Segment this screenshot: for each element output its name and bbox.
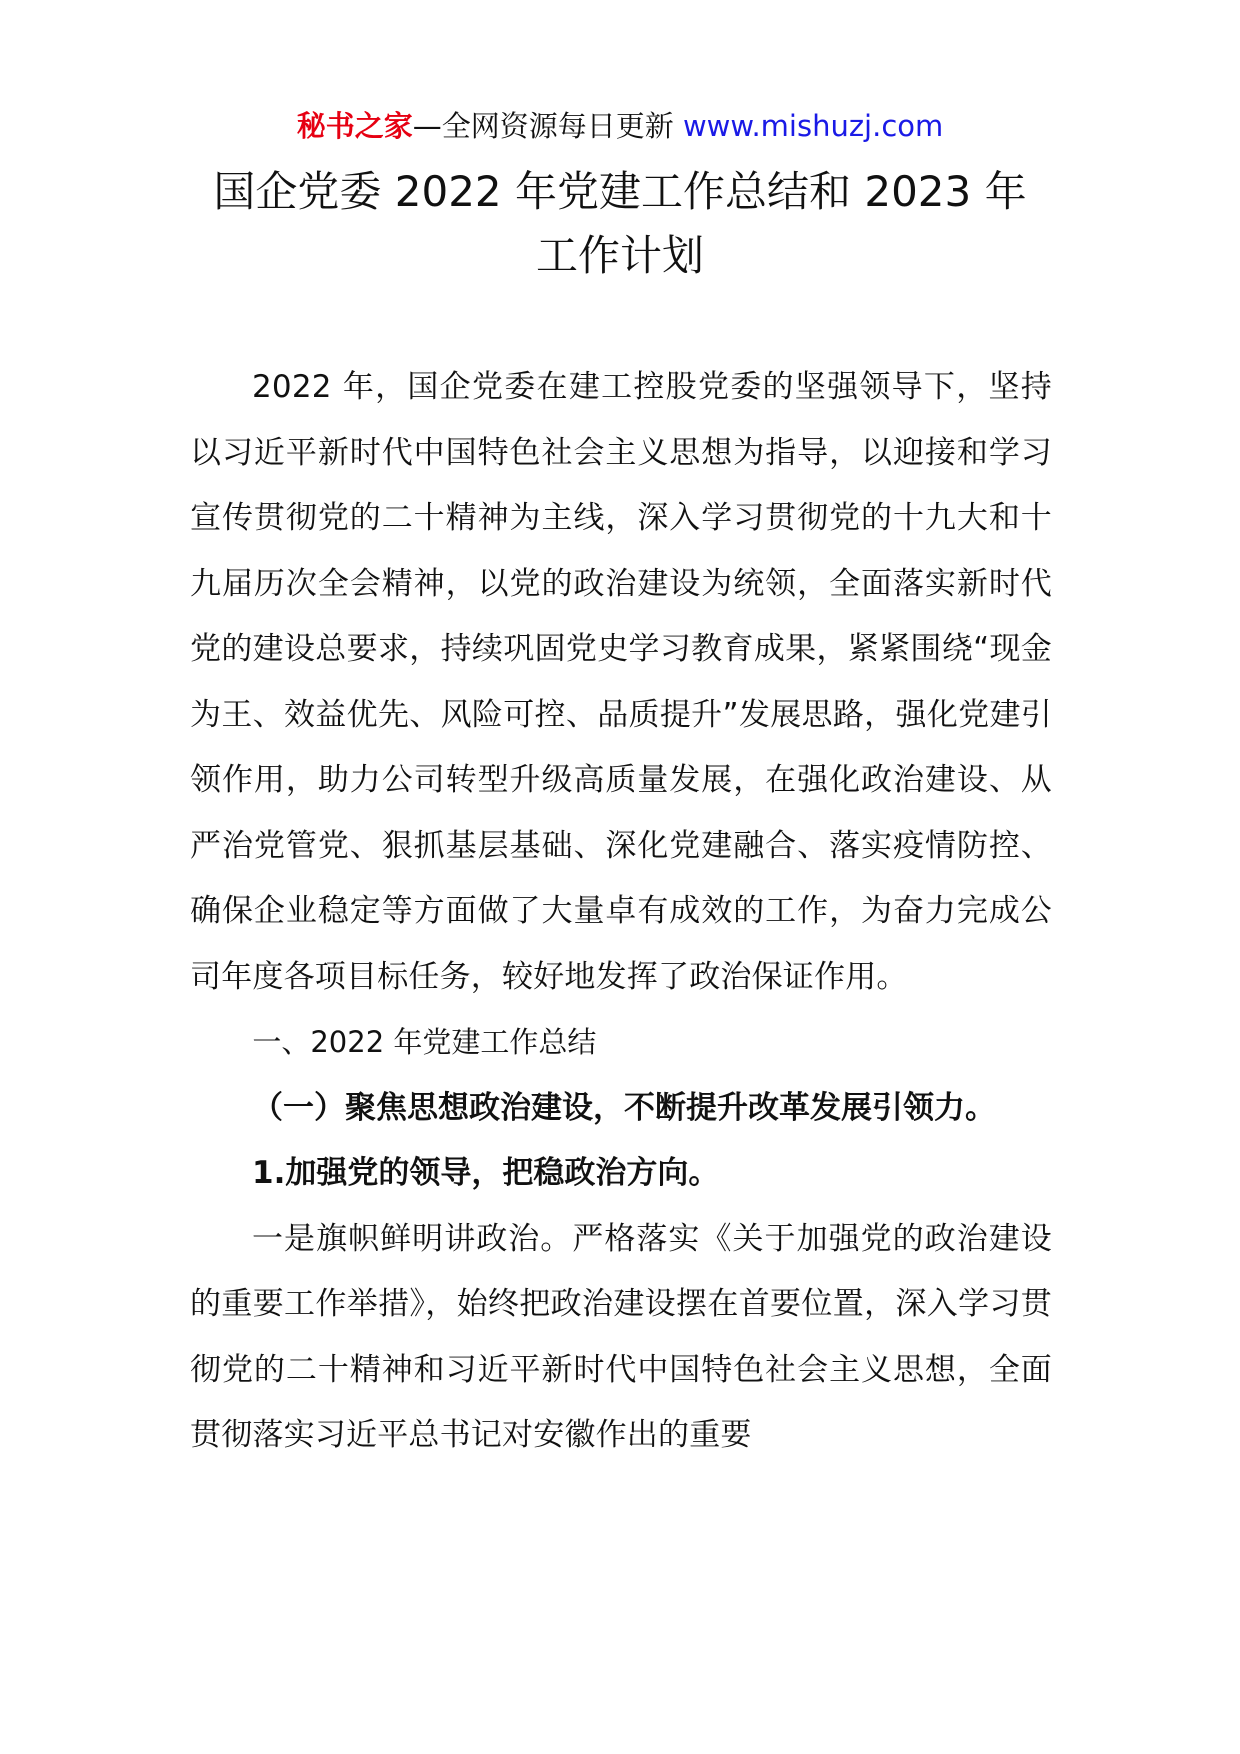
site-header [0,106,1240,146]
header-tagline: —全网资源每日更新 [412,109,683,143]
intro-paragraph: 2022 年，国企党委在建工控股党委的坚强领导下，坚持以习近平新时代中国特色社会主义思想为指导，以迎接和学习宣传贯彻党的二十精神为主线，深入学习贯彻党的十九大和十九届历次全会精神，以党的政治建设为统领，全面落实新时代党的建设总要求，持续巩固党史学习教育成果，紧紧围绕“现金为王、效益优先、风险可控、品质提升”发展思路，强化党建引领作用，助力公司转型升级高质量发展，在强化政治建设、从严治党管党、狠抓基层基础、深化党建融合、落实疫情防控、确保企业稳定等方面做了大量卓有成效的工作，为奋力完成公司年度各项目标任务，较好地发挥了政治保证作用。 [190,369,1052,995]
subsection-heading-1: （一）聚焦思想政治建设，不断提升改革发展引领力。 [252,1089,996,1126]
document-title-line-1: 国企党委 2022 年党建工作总结和 2023 年 [213,167,1027,216]
document-body [190,355,1052,1469]
body-paragraph-1: 一是旗帜鲜明讲政治。严格落实《关于加强党的政治建设的重要工作举措》，始终把政治建设摆在首要位置，深入学习贯彻党的二十精神和习近平新时代中国特色社会主义思想，全面贯彻落实习近平总书记对安徽作出的重要 [190,1220,1052,1453]
document-title [0,160,1240,288]
item-heading-1: 1.加强党的领导，把稳政治方向。 [252,1155,720,1191]
brand-name: 秘书之家 [296,109,413,143]
site-url-link[interactable]: www.mishuzj.com [682,109,944,143]
section-heading-1: 一、2022 年党建工作总结 [252,1025,597,1059]
document-title-line-2: 工作计划 [535,231,704,280]
